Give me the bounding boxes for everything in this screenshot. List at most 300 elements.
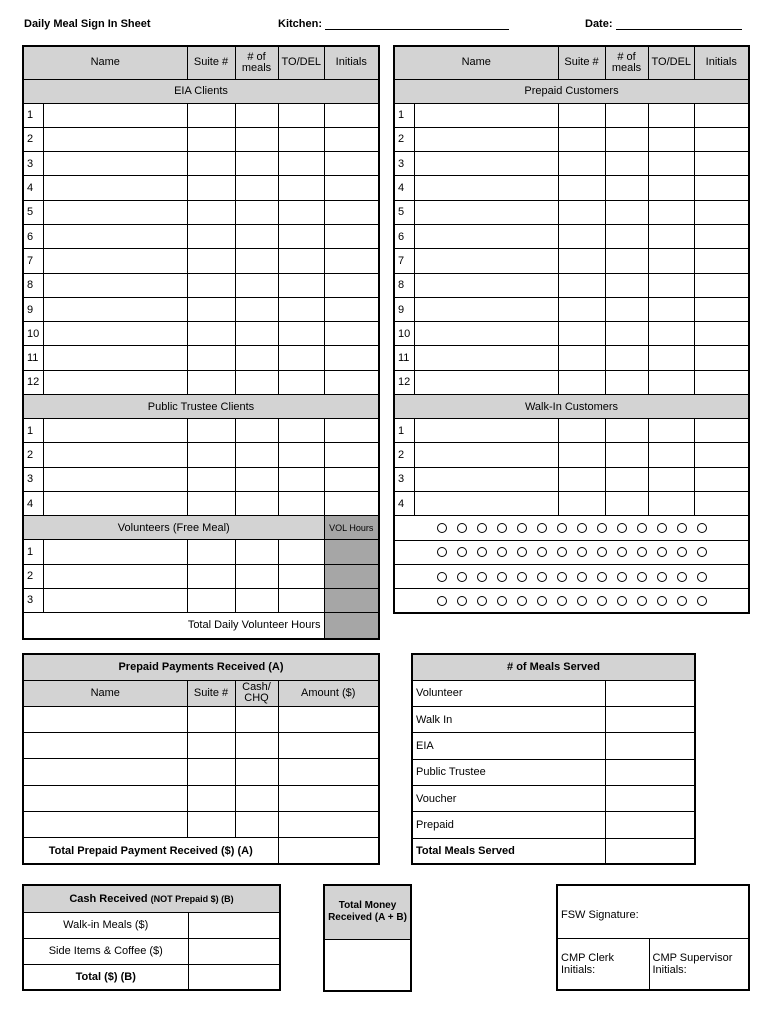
cmp-clerk-initials[interactable]: CMP Clerk Initials: <box>557 938 649 990</box>
eia-name-cell[interactable] <box>43 249 187 273</box>
eia-suite-cell[interactable] <box>187 297 235 321</box>
tally-circle-icon[interactable] <box>537 596 547 606</box>
eia-suite-cell[interactable] <box>187 224 235 248</box>
volunteer-row-number: 3 <box>23 588 43 612</box>
cash-walkin-label: Walk-in Meals ($) <box>23 912 188 938</box>
volunteer-todel-cell[interactable] <box>278 564 324 588</box>
trustee-suite-cell[interactable] <box>187 419 235 443</box>
trustee-todel-cell[interactable] <box>278 491 324 515</box>
volunteer-todel-cell[interactable] <box>278 540 324 564</box>
volunteer-suite-cell[interactable] <box>187 564 235 588</box>
ms-item-cell[interactable] <box>605 733 695 759</box>
total-vol-hours-cell[interactable] <box>324 613 379 639</box>
walkin-suite-cell[interactable] <box>558 491 605 515</box>
pp-name-cell[interactable] <box>23 706 187 732</box>
prepaid-suite-cell[interactable] <box>558 249 605 273</box>
prepaid-name-cell[interactable] <box>414 346 558 370</box>
pp-name-cell[interactable] <box>23 732 187 758</box>
prepaid-initials-cell[interactable] <box>694 249 749 273</box>
tally-circle-icon[interactable] <box>677 547 687 557</box>
prepaid-suite-cell[interactable] <box>558 346 605 370</box>
prepaid-todel-cell[interactable] <box>648 297 694 321</box>
tally-circle-icon[interactable] <box>537 523 547 533</box>
tally-circle-icon[interactable] <box>597 596 607 606</box>
tally-circle-icon[interactable] <box>617 596 627 606</box>
eia-initials-cell[interactable] <box>324 249 379 273</box>
tally-circle-icon[interactable] <box>597 572 607 582</box>
eia-todel-cell[interactable] <box>278 273 324 297</box>
cash-walkin-cell[interactable] <box>188 912 280 938</box>
prepaid-name-cell[interactable] <box>414 370 558 394</box>
walkin-todel-cell[interactable] <box>648 491 694 515</box>
tally-circle-icon[interactable] <box>677 572 687 582</box>
tally-circle-icon[interactable] <box>457 547 467 557</box>
prepaid-initials-cell[interactable] <box>694 152 749 176</box>
eia-suite-cell[interactable] <box>187 273 235 297</box>
trustee-meals-cell[interactable] <box>235 491 278 515</box>
eia-todel-cell[interactable] <box>278 200 324 224</box>
prepaid-name-cell[interactable] <box>414 127 558 151</box>
prepaid-initials-cell[interactable] <box>694 346 749 370</box>
volunteer-name-cell[interactable] <box>43 564 187 588</box>
tally-circle-icon[interactable] <box>477 523 487 533</box>
prepaid-todel-cell[interactable] <box>648 152 694 176</box>
trustee-suite-cell[interactable] <box>187 443 235 467</box>
eia-initials-cell[interactable] <box>324 103 379 127</box>
pp-amount-cell[interactable] <box>278 732 379 758</box>
prepaid-todel-cell[interactable] <box>648 176 694 200</box>
tally-circle-icon[interactable] <box>457 523 467 533</box>
prepaid-suite-cell[interactable] <box>558 127 605 151</box>
eia-suite-cell[interactable] <box>187 346 235 370</box>
tally-circle-icon[interactable] <box>657 523 667 533</box>
volunteer-hours-cell[interactable] <box>324 540 379 564</box>
prepaid-todel-cell[interactable] <box>648 370 694 394</box>
trustee-row-number: 3 <box>23 467 43 491</box>
prepaid-meals-cell[interactable] <box>605 297 648 321</box>
tally-circle-icon[interactable] <box>437 523 447 533</box>
prepaid-meals-cell[interactable] <box>605 346 648 370</box>
pp-suite-cell[interactable] <box>187 785 235 811</box>
trustee-meals-cell[interactable] <box>235 443 278 467</box>
eia-initials-cell[interactable] <box>324 297 379 321</box>
pp-col-amount: Amount ($) <box>278 680 379 706</box>
cash-total-cell[interactable] <box>188 964 280 990</box>
walkin-row-number: 2 <box>394 443 414 467</box>
eia-suite-cell[interactable] <box>187 249 235 273</box>
eia-meals-cell[interactable] <box>235 297 278 321</box>
ms-row <box>412 786 695 812</box>
tally-circle-icon[interactable] <box>497 596 507 606</box>
tally-circle-icon[interactable] <box>497 572 507 582</box>
total-vol-hours-label: Total Daily Volunteer Hours <box>23 613 324 639</box>
eia-initials-cell[interactable] <box>324 322 379 346</box>
walkin-name-cell[interactable] <box>414 467 558 491</box>
eia-name-cell[interactable] <box>43 103 187 127</box>
walkin-initials-cell[interactable] <box>694 467 749 491</box>
tally-circle-icon[interactable] <box>637 572 647 582</box>
trustee-initials-cell[interactable] <box>324 467 379 491</box>
col-todel-right: TO/DEL <box>648 46 694 79</box>
trustee-todel-cell[interactable] <box>278 467 324 491</box>
prepaid-meals-cell[interactable] <box>605 176 648 200</box>
prepaid-suite-cell[interactable] <box>558 103 605 127</box>
tally-circle-icon[interactable] <box>577 547 587 557</box>
prepaid-initials-cell[interactable] <box>694 224 749 248</box>
tally-circle-icon[interactable] <box>537 572 547 582</box>
tally-circle-icon[interactable] <box>497 523 507 533</box>
prepaid-name-cell[interactable] <box>414 249 558 273</box>
eia-meals-cell[interactable] <box>235 273 278 297</box>
prepaid-todel-cell[interactable] <box>648 224 694 248</box>
trustee-row <box>23 443 379 467</box>
eia-name-cell[interactable] <box>43 322 187 346</box>
eia-meals-cell[interactable] <box>235 249 278 273</box>
tally-circle-icon[interactable] <box>457 596 467 606</box>
date-field[interactable] <box>616 20 742 30</box>
pp-suite-cell[interactable] <box>187 706 235 732</box>
eia-meals-cell[interactable] <box>235 103 278 127</box>
pp-suite-cell[interactable] <box>187 759 235 785</box>
eia-meals-cell[interactable] <box>235 200 278 224</box>
tally-circle-icon[interactable] <box>597 523 607 533</box>
eia-initials-cell[interactable] <box>324 370 379 394</box>
eia-name-cell[interactable] <box>43 200 187 224</box>
prepaid-todel-cell[interactable] <box>648 127 694 151</box>
prepaid-suite-cell[interactable] <box>558 152 605 176</box>
prepaid-initials-cell[interactable] <box>694 322 749 346</box>
prepaid-suite-cell[interactable] <box>558 297 605 321</box>
prepaid-suite-cell[interactable] <box>558 322 605 346</box>
prepaid-row <box>394 370 749 394</box>
eia-todel-cell[interactable] <box>278 152 324 176</box>
eia-initials-cell[interactable] <box>324 127 379 151</box>
walkin-meals-cell[interactable] <box>605 491 648 515</box>
trustee-row-number: 1 <box>23 419 43 443</box>
prepaid-todel-cell[interactable] <box>648 322 694 346</box>
volunteer-name-cell[interactable] <box>43 588 187 612</box>
left-signin-table <box>22 45 380 640</box>
tally-circle-icon[interactable] <box>657 547 667 557</box>
eia-name-cell[interactable] <box>43 152 187 176</box>
ms-item-cell[interactable] <box>605 812 695 838</box>
pp-cash-cell[interactable] <box>235 785 278 811</box>
trustee-initials-cell[interactable] <box>324 419 379 443</box>
prepaid-name-cell[interactable] <box>414 176 558 200</box>
prepaid-initials-cell[interactable] <box>694 297 749 321</box>
walkin-meals-cell[interactable] <box>605 467 648 491</box>
tally-circle-icon[interactable] <box>697 572 707 582</box>
pp-cash-cell[interactable] <box>235 812 278 838</box>
cmp-supervisor-initials[interactable]: CMP Supervisor Initials: <box>649 938 749 990</box>
eia-name-cell[interactable] <box>43 273 187 297</box>
tally-circle-icon[interactable] <box>557 572 567 582</box>
prepaid-name-cell[interactable] <box>414 322 558 346</box>
eia-todel-cell[interactable] <box>278 127 324 151</box>
prepaid-initials-cell[interactable] <box>694 200 749 224</box>
eia-name-cell[interactable] <box>43 346 187 370</box>
cash-received-table <box>22 884 281 991</box>
eia-meals-cell[interactable] <box>235 370 278 394</box>
prepaid-suite-cell[interactable] <box>558 176 605 200</box>
prepaid-name-cell[interactable] <box>414 152 558 176</box>
pp-amount-cell[interactable] <box>278 812 379 838</box>
tally-circle-icon[interactable] <box>617 547 627 557</box>
trustee-todel-cell[interactable] <box>278 419 324 443</box>
pp-amount-cell[interactable] <box>278 706 379 732</box>
walkin-todel-cell[interactable] <box>648 419 694 443</box>
prepaid-suite-cell[interactable] <box>558 224 605 248</box>
tally-circle-icon[interactable] <box>637 547 647 557</box>
kitchen-field[interactable] <box>325 20 509 30</box>
prepaid-meals-cell[interactable] <box>605 127 648 151</box>
fsw-signature[interactable]: FSW Signature: <box>557 885 749 938</box>
tally-circle-icon[interactable] <box>477 572 487 582</box>
tally-circle-icon[interactable] <box>677 596 687 606</box>
eia-initials-cell[interactable] <box>324 176 379 200</box>
eia-suite-cell[interactable] <box>187 370 235 394</box>
prepaid-meals-cell[interactable] <box>605 103 648 127</box>
tally-circle-icon[interactable] <box>657 596 667 606</box>
walkin-row <box>394 443 749 467</box>
eia-suite-cell[interactable] <box>187 200 235 224</box>
volunteer-hours-cell[interactable] <box>324 564 379 588</box>
eia-suite-cell[interactable] <box>187 176 235 200</box>
prepaid-initials-cell[interactable] <box>694 127 749 151</box>
kitchen-label <box>278 18 509 30</box>
eia-name-cell[interactable] <box>43 297 187 321</box>
prepaid-payments-table <box>22 653 380 865</box>
tally-circle-icon[interactable] <box>557 596 567 606</box>
eia-row-number: 9 <box>23 297 43 321</box>
tally-circle-icon[interactable] <box>697 596 707 606</box>
eia-meals-cell[interactable] <box>235 224 278 248</box>
eia-name-cell[interactable] <box>43 224 187 248</box>
cash-side-cell[interactable] <box>188 938 280 964</box>
eia-initials-cell[interactable] <box>324 224 379 248</box>
eia-name-cell[interactable] <box>43 127 187 151</box>
prepaid-meals-cell[interactable] <box>605 370 648 394</box>
eia-meals-cell[interactable] <box>235 127 278 151</box>
prepaid-name-cell[interactable] <box>414 297 558 321</box>
eia-meals-cell[interactable] <box>235 176 278 200</box>
walkin-meals-cell[interactable] <box>605 443 648 467</box>
eia-row <box>23 224 379 248</box>
ms-item-cell[interactable] <box>605 680 695 706</box>
pp-row <box>23 812 379 838</box>
pp-cash-cell[interactable] <box>235 706 278 732</box>
prepaid-meals-cell[interactable] <box>605 249 648 273</box>
eia-name-cell[interactable] <box>43 176 187 200</box>
prepaid-name-cell[interactable] <box>414 200 558 224</box>
walkin-initials-cell[interactable] <box>694 419 749 443</box>
prepaid-name-cell[interactable] <box>414 224 558 248</box>
volunteer-meals-cell[interactable] <box>235 588 278 612</box>
walkin-name-cell[interactable] <box>414 419 558 443</box>
tally-circle-icon[interactable] <box>477 547 487 557</box>
volunteer-row <box>23 564 379 588</box>
eia-initials-cell[interactable] <box>324 200 379 224</box>
tally-circle-icon[interactable] <box>537 547 547 557</box>
tally-circle-icon[interactable] <box>617 572 627 582</box>
prepaid-meals-cell[interactable] <box>605 224 648 248</box>
walkin-todel-cell[interactable] <box>648 443 694 467</box>
walkin-tally-cell <box>394 540 749 564</box>
tally-circle-icon[interactable] <box>557 547 567 557</box>
tally-circle-icon[interactable] <box>437 547 447 557</box>
prepaid-name-cell[interactable] <box>414 273 558 297</box>
prepaid-initials-cell[interactable] <box>694 370 749 394</box>
walkin-suite-cell[interactable] <box>558 443 605 467</box>
prepaid-suite-cell[interactable] <box>558 370 605 394</box>
prepaid-todel-cell[interactable] <box>648 249 694 273</box>
tally-circle-icon[interactable] <box>637 596 647 606</box>
pp-cash-cell[interactable] <box>235 732 278 758</box>
eia-suite-cell[interactable] <box>187 103 235 127</box>
trustee-suite-cell[interactable] <box>187 491 235 515</box>
trustee-initials-cell[interactable] <box>324 491 379 515</box>
eia-todel-cell[interactable] <box>278 224 324 248</box>
eia-row-number: 5 <box>23 200 43 224</box>
prepaid-row-number: 8 <box>394 273 414 297</box>
tally-circle-icon[interactable] <box>677 523 687 533</box>
eia-suite-cell[interactable] <box>187 322 235 346</box>
prepaid-row <box>394 224 749 248</box>
prepaid-todel-cell[interactable] <box>648 346 694 370</box>
prepaid-initials-cell[interactable] <box>694 103 749 127</box>
tally-circle-icon[interactable] <box>597 547 607 557</box>
pp-amount-cell[interactable] <box>278 759 379 785</box>
eia-meals-cell[interactable] <box>235 346 278 370</box>
walkin-initials-cell[interactable] <box>694 443 749 467</box>
prepaid-meals-cell[interactable] <box>605 273 648 297</box>
trustee-name-cell[interactable] <box>43 419 187 443</box>
walkin-todel-cell[interactable] <box>648 467 694 491</box>
prepaid-todel-cell[interactable] <box>648 200 694 224</box>
cash-received-title <box>23 885 280 912</box>
volunteer-suite-cell[interactable] <box>187 540 235 564</box>
col-todel: TO/DEL <box>278 46 324 79</box>
volunteer-meals-cell[interactable] <box>235 564 278 588</box>
tally-circle-icon[interactable] <box>437 572 447 582</box>
prepaid-meals-cell[interactable] <box>605 200 648 224</box>
eia-initials-cell[interactable] <box>324 273 379 297</box>
tally-circle-icon[interactable] <box>437 596 447 606</box>
pp-suite-cell[interactable] <box>187 812 235 838</box>
prepaid-payments-title: Prepaid Payments Received (A) <box>23 654 379 680</box>
volunteer-meals-cell[interactable] <box>235 540 278 564</box>
prepaid-suite-cell[interactable] <box>558 200 605 224</box>
walkin-initials-cell[interactable] <box>694 491 749 515</box>
walkin-name-cell[interactable] <box>414 443 558 467</box>
trustee-todel-cell[interactable] <box>278 443 324 467</box>
eia-meals-cell[interactable] <box>235 152 278 176</box>
pp-suite-cell[interactable] <box>187 732 235 758</box>
volunteer-hours-cell[interactable] <box>324 588 379 612</box>
tally-circle-icon[interactable] <box>457 572 467 582</box>
prepaid-todel-cell[interactable] <box>648 273 694 297</box>
ms-item-cell[interactable] <box>605 759 695 785</box>
tally-circle-icon[interactable] <box>577 572 587 582</box>
tally-circle-icon[interactable] <box>697 523 707 533</box>
prepaid-name-cell[interactable] <box>414 103 558 127</box>
pp-name-cell[interactable] <box>23 759 187 785</box>
trustee-name-cell[interactable] <box>43 491 187 515</box>
volunteers-section-title: Volunteers (Free Meal) <box>23 516 324 540</box>
walkin-name-cell[interactable] <box>414 491 558 515</box>
trustee-suite-cell[interactable] <box>187 467 235 491</box>
eia-todel-cell[interactable] <box>278 103 324 127</box>
tally-circle-icon[interactable] <box>517 596 527 606</box>
pp-name-cell[interactable] <box>23 812 187 838</box>
eia-meals-cell[interactable] <box>235 322 278 346</box>
right-signin-table <box>393 45 750 614</box>
pp-cash-cell[interactable] <box>235 759 278 785</box>
prepaid-meals-cell[interactable] <box>605 152 648 176</box>
walkin-suite-cell[interactable] <box>558 419 605 443</box>
prepaid-initials-cell[interactable] <box>694 176 749 200</box>
volunteer-todel-cell[interactable] <box>278 588 324 612</box>
eia-row <box>23 176 379 200</box>
walkin-suite-cell[interactable] <box>558 467 605 491</box>
tally-circle-icon[interactable] <box>697 547 707 557</box>
eia-initials-cell[interactable] <box>324 152 379 176</box>
tally-circle-icon[interactable] <box>477 596 487 606</box>
tally-circle-icon[interactable] <box>657 572 667 582</box>
pp-amount-cell[interactable] <box>278 785 379 811</box>
eia-todel-cell[interactable] <box>278 249 324 273</box>
tally-circle-icon[interactable] <box>577 523 587 533</box>
eia-name-cell[interactable] <box>43 370 187 394</box>
trustee-initials-cell[interactable] <box>324 443 379 467</box>
volunteer-name-cell[interactable] <box>43 540 187 564</box>
tally-circle-icon[interactable] <box>577 596 587 606</box>
prepaid-meals-cell[interactable] <box>605 322 648 346</box>
walkin-meals-cell[interactable] <box>605 419 648 443</box>
prepaid-initials-cell[interactable] <box>694 273 749 297</box>
eia-todel-cell[interactable] <box>278 176 324 200</box>
eia-todel-cell[interactable] <box>278 346 324 370</box>
trustee-name-cell[interactable] <box>43 443 187 467</box>
eia-row <box>23 249 379 273</box>
eia-todel-cell[interactable] <box>278 322 324 346</box>
tally-circle-icon[interactable] <box>557 523 567 533</box>
tally-circle-icon[interactable] <box>517 572 527 582</box>
volunteer-suite-cell[interactable] <box>187 588 235 612</box>
total-money-cell[interactable] <box>324 939 411 991</box>
tally-circle-icon[interactable] <box>637 523 647 533</box>
tally-circle-icon[interactable] <box>517 547 527 557</box>
eia-suite-cell[interactable] <box>187 127 235 151</box>
prepaid-suite-cell[interactable] <box>558 273 605 297</box>
eia-initials-cell[interactable] <box>324 346 379 370</box>
tally-circle-icon[interactable] <box>497 547 507 557</box>
prepaid-todel-cell[interactable] <box>648 103 694 127</box>
eia-suite-cell[interactable] <box>187 152 235 176</box>
eia-todel-cell[interactable] <box>278 297 324 321</box>
trustee-meals-cell[interactable] <box>235 419 278 443</box>
pp-total-cell[interactable] <box>278 838 379 864</box>
trustee-meals-cell[interactable] <box>235 467 278 491</box>
tally-circle-icon[interactable] <box>617 523 627 533</box>
ms-item-cell[interactable] <box>605 786 695 812</box>
eia-todel-cell[interactable] <box>278 370 324 394</box>
pp-name-cell[interactable] <box>23 785 187 811</box>
ms-total-cell[interactable] <box>605 838 695 864</box>
trustee-name-cell[interactable] <box>43 467 187 491</box>
tally-circle-icon[interactable] <box>517 523 527 533</box>
ms-item-cell[interactable] <box>605 706 695 732</box>
